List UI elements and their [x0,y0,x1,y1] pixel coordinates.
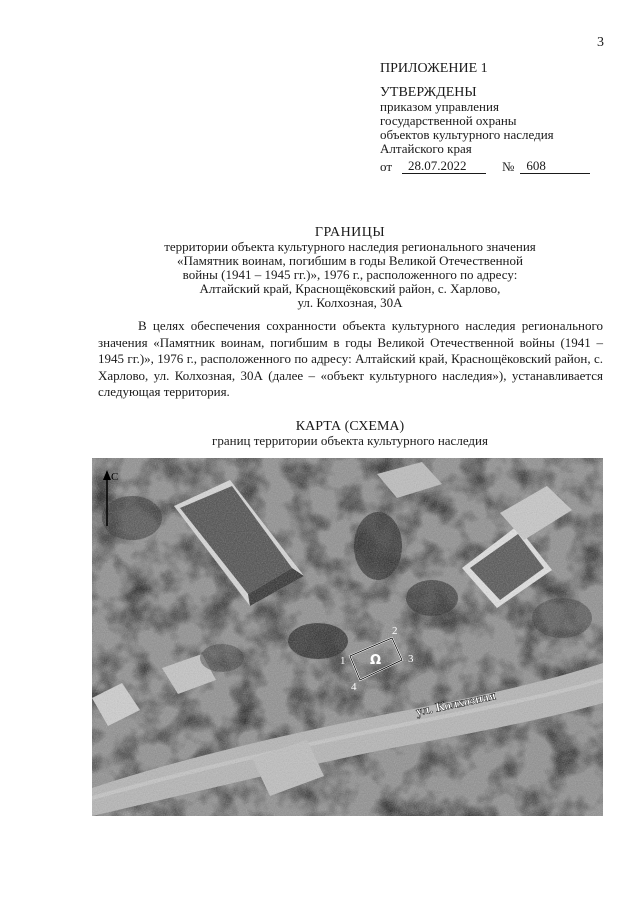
title-line: Алтайский край, Краснощёковский район, с. Харлово, [199,281,501,296]
title-line: ул. Колхозная, 30А [297,295,403,310]
point-label: 2 [392,625,398,637]
order-number: 608 [520,159,590,174]
title-line: войны (1941 – 1945 гг.)», 1976 г., расположенного по адресу: [182,267,518,282]
map-image [92,458,603,816]
title-line: «Памятник воинам, погибшим в годы Великой Отечественной [177,253,523,268]
appendix-label: ПРИЛОЖЕНИЕ 1 [380,61,488,76]
order-row [380,159,620,174]
point-label: 3 [408,653,414,665]
approved-label: УТВЕРЖДЕНЫ [380,85,477,100]
from-label: от [380,159,393,174]
approval-line: объектов культурного наследия [380,127,554,142]
point-label: 1 [340,655,346,667]
north-label: С [111,471,119,483]
approval-line: Алтайского края [380,141,472,156]
title-line: территории объекта культурного наследия регионального значения [164,239,536,254]
number-label: № [502,159,515,174]
monument-marker-icon: Ω [370,653,382,668]
title-main: ГРАНИЦЫ [314,225,386,240]
document-title [60,226,640,310]
body-paragraph: В целях обеспечения сохранности объекта культурного наследия регионального значения «Памятник воинам, погибшим в годы Великой Отечественной войны (1941 – 1945 гг.)», 1976 г., расположенного по адресу: Алтайский край, Краснощёковский район, с. Харлово, ул. Колхозная, 30А (далее – «объект культурного наследия»), устанавливается следующая территория. [98,318,603,399]
order-date: 28.07.2022 [402,159,486,174]
approval-line: государственной охраны [380,113,517,128]
point-label: 4 [351,681,357,693]
satellite-map [92,458,603,816]
map-heading: КАРТА (СХЕМА) [295,419,405,434]
approval-line: приказом управления [380,99,499,114]
approval-block [380,62,620,174]
street-label: ул. Колхозная [414,687,497,719]
page-number: 3 [597,35,604,50]
map-subheading: границ территории объекта культурного наследия [212,433,488,448]
map-title [60,420,640,448]
